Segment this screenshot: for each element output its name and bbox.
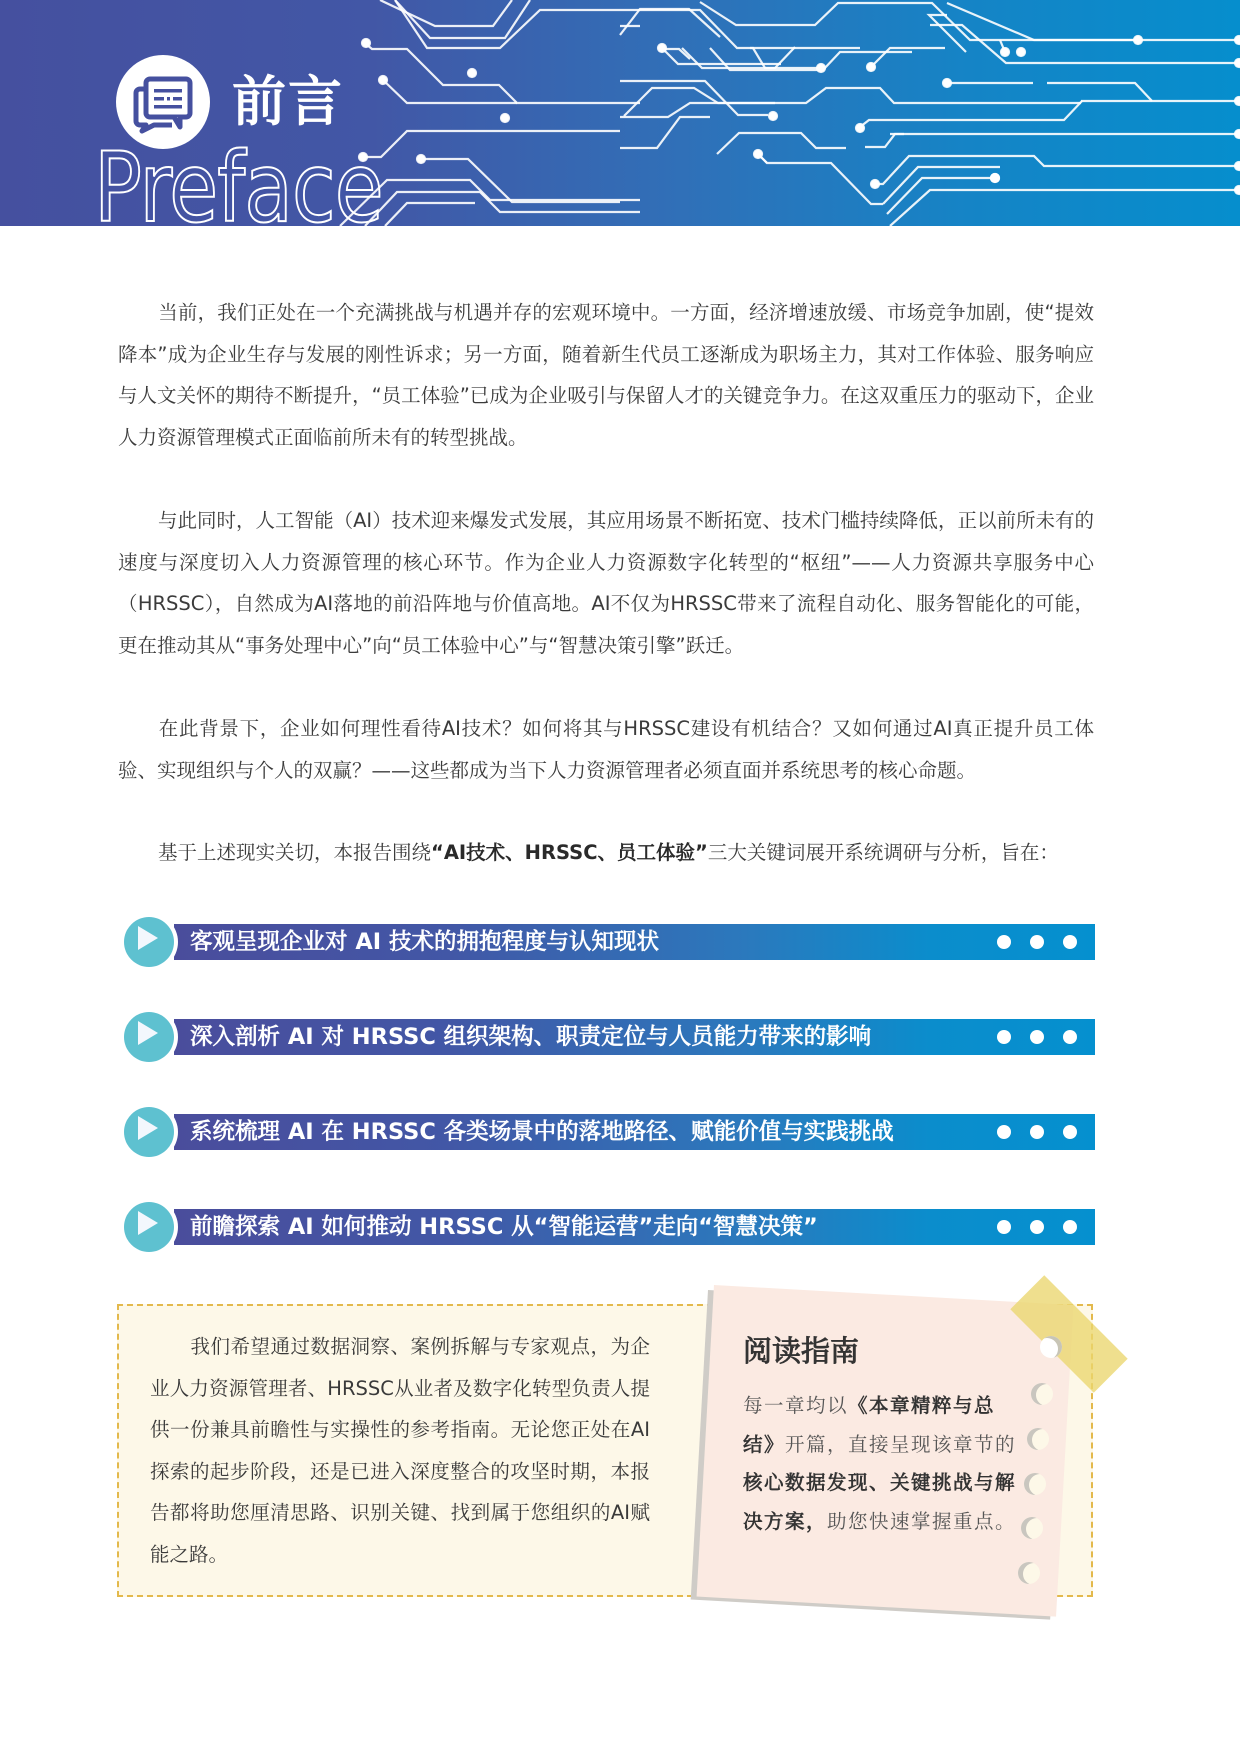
objective-label: 客观呈现企业对 AI 技术的拥抱程度与认知现状 (190, 929, 659, 955)
binder-hole-icon (1018, 1562, 1040, 1584)
binder-hole-icon (1031, 1383, 1053, 1405)
closing-paragraph: 我们希望通过数据洞察、案例拆解与专家观点，为企业人力资源管理者、HRSSC从业者及数字化转型负责人提供一份兼具前瞻性与实操性的参考指南。无论您正处在AI探索的起步阶段，还是已进入深度整合的攻坚时期，本报告都将助您厘清思路、识别关键、找到属于您组织的AI赋能之路。 (150, 1335, 650, 1566)
objective-label: 深入剖析 AI 对 HRSSC 组织架构、职责定位与人员能力带来的影响 (190, 1024, 872, 1050)
reading-guide-title: 阅读指南 (743, 1334, 860, 1368)
intro-paragraph-4: 基于上述现实关切，本报告围绕“AI技术、HRSSC、员工体验”三大关键词展开系统调研与分析，旨在： (158, 841, 1059, 864)
intro-paragraph-3: 在此背景下，企业如何理性看待AI技术？如何将其与HRSSC建设有机结合？又如何通过AI真正提升员工体验、实现组织与个人的双赢？——这些都成为当下人力资源管理者必须直面并系统思考的核心命题。 (118, 717, 1094, 782)
objective-label: 前瞻探索 AI 如何推动 HRSSC 从“智能运营”走向“智慧决策” (190, 1214, 818, 1240)
preface-header (0, 0, 1240, 226)
play-arrow-icon (120, 1008, 178, 1066)
binder-hole-icon (1021, 1517, 1043, 1539)
objective-item-1 (120, 913, 1095, 969)
objective-item-2 (120, 1008, 1095, 1064)
three-dots-icon (997, 1030, 1077, 1044)
page-title-chinese: 前言 (232, 70, 344, 133)
intro-paragraph-1: 当前，我们正处在一个充满挑战与机遇并存的宏观环境中。一方面，经济增速放缓、市场竞争加剧，使“提效降本”成为企业生存与发展的刚性诉求；另一方面，随着新生代员工逐渐成为职场主力，其对工作体验、服务响应与人文关怀的期待不断提升，“员工体验”已成为企业吸引与保留人才的关键竞争力。在这双重压力的驱动下，企业人力资源管理模式正面临前所未有的转型挑战。 (118, 301, 1094, 449)
play-arrow-icon (120, 1198, 178, 1256)
play-arrow-icon (120, 1103, 178, 1161)
binder-hole-icon (1024, 1473, 1046, 1495)
reading-guide-text: 每一章均以《本章精粹与总结》开篇，直接呈现该章节的核心数据发现、关键挑战与解决方案，助您快速掌握重点。 (743, 1394, 1017, 1533)
three-dots-icon (997, 935, 1077, 949)
intro-paragraph-2: 与此同时，人工智能（AI）技术迎来爆发式发展，其应用场景不断拓宽、技术门槛持续降低，正以前所未有的速度与深度切入人力资源管理的核心环节。作为企业人力资源数字化转型的“枢纽”——人力资源共享服务中心（HRSSC），自然成为AI落地的前沿阵地与价值高地。AI不仅为HRSSC带来了流程自动化、服务智能化的可能，更在推动其从“事务处理中心”向“员工体验中心”与“智慧决策引擎”跃迁。 (118, 509, 1094, 657)
play-arrow-icon (120, 913, 178, 971)
binder-hole-icon (1040, 1336, 1062, 1358)
page-title-english: Preface (94, 132, 383, 226)
objective-label: 系统梳理 AI 在 HRSSC 各类场景中的落地路径、赋能价值与实践挑战 (190, 1119, 894, 1145)
three-dots-icon (997, 1125, 1077, 1139)
objective-item-3 (120, 1103, 1095, 1159)
binder-hole-icon (1027, 1428, 1049, 1450)
objective-item-4 (120, 1198, 1095, 1254)
three-dots-icon (997, 1220, 1077, 1234)
